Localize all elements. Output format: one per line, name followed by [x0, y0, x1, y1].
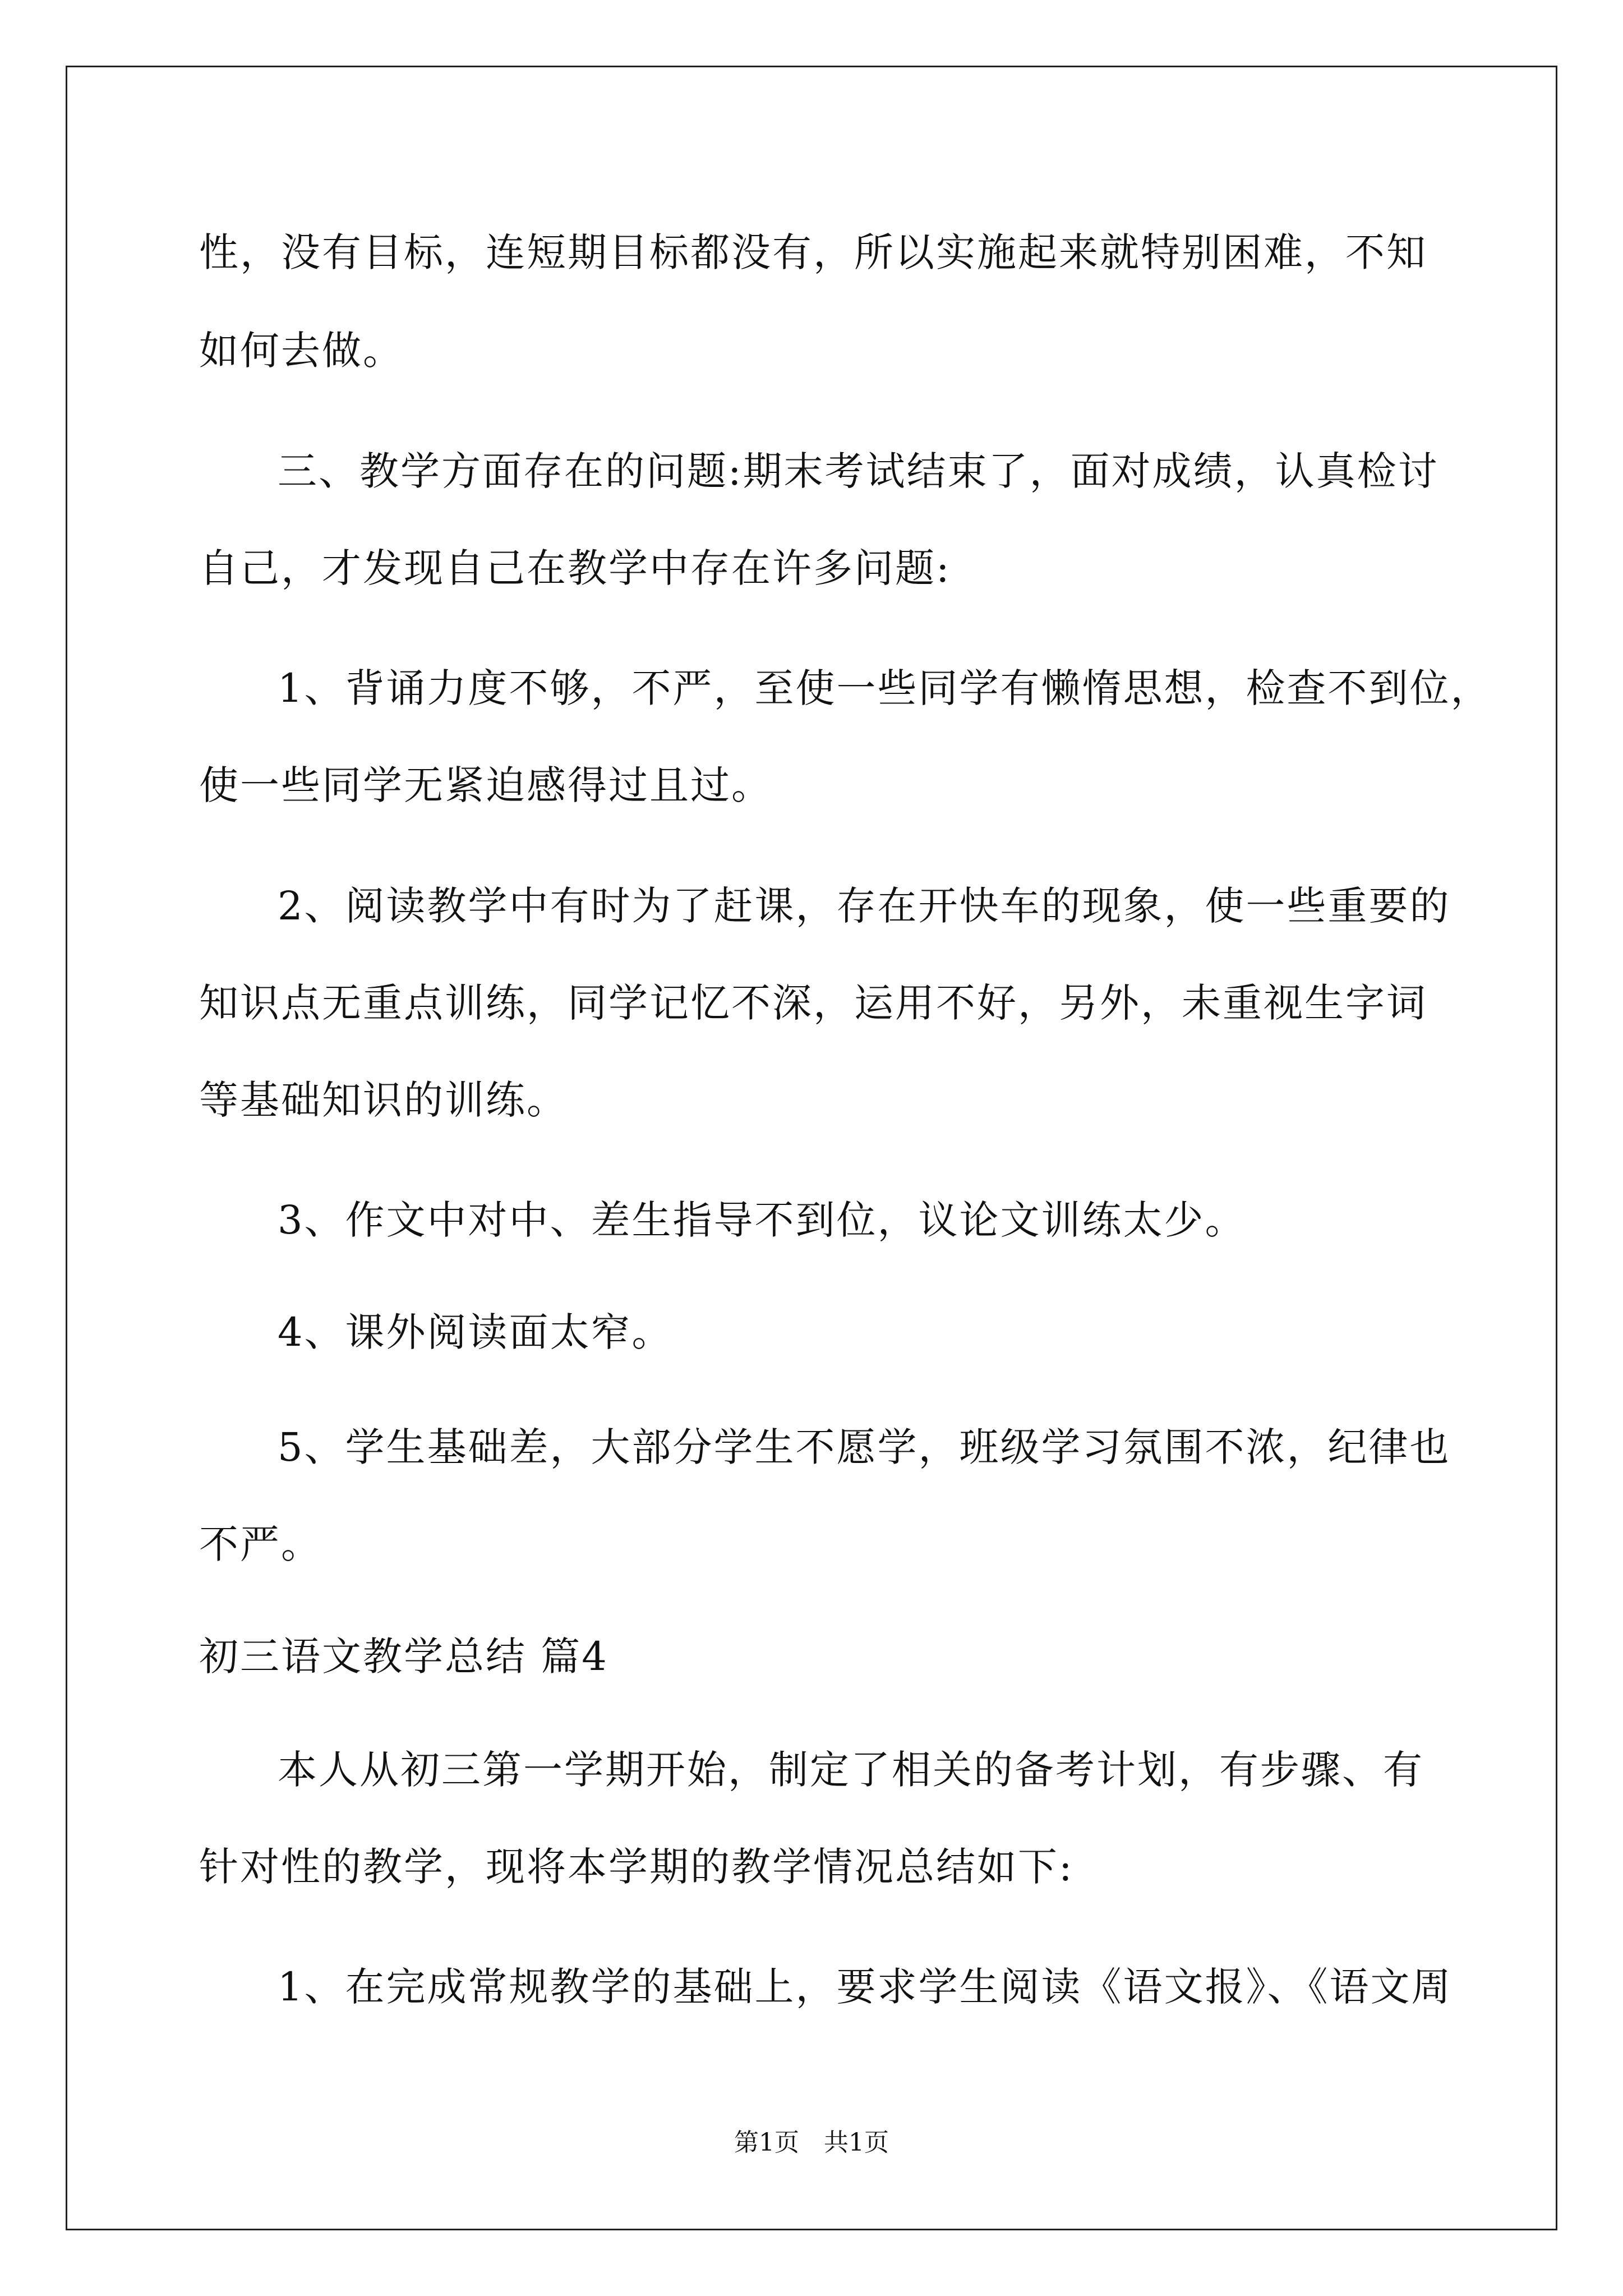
text-line: 1、背诵力度不够，不严，至使一些同学有懒惰思想，检查不到位， — [278, 665, 1492, 711]
text-line: 使一些同学无紧迫感得过且过。 — [199, 762, 772, 808]
text-line: 自己，才发现自己在教学中存在许多问题: — [199, 545, 951, 591]
text-line: 针对性的教学，现将本学期的教学情况总结如下: — [199, 1844, 1074, 1890]
text-line: 性，没有目标，连短期目标都没有，所以实施起来就特别困难，不知 — [199, 229, 1427, 275]
text-line: 1、在完成常规教学的基础上，要求学生阅读《语文报》、《语文周 — [278, 1964, 1453, 2010]
text-line: 4、课外阅读面太窄。 — [278, 1309, 673, 1355]
text-line: 5、学生基础差，大部分学生不愿学，班级学习氛围不浓，纪律也 — [278, 1424, 1451, 1470]
text-line: 2、阅读教学中有时为了赶课，存在开快车的现象，使一些重要的 — [278, 883, 1451, 929]
text-line: 等基础知识的训练。 — [199, 1077, 568, 1123]
text-line: 如何去做。 — [199, 328, 404, 374]
text-line: 知识点无重点训练，同学记忆不深，运用不好，另外，未重视生字词 — [199, 980, 1427, 1026]
text-line: 不严。 — [199, 1521, 322, 1567]
text-line: 本人从初三第一学期开始，制定了相关的备考计划，有步骤、有 — [278, 1747, 1424, 1793]
section-heading: 初三语文教学总结 篇4 — [199, 1634, 608, 1680]
text-line: 3、作文中对中、差生指导不到位，议论文训练太少。 — [278, 1197, 1246, 1243]
page-footer: 第1页 共1页 — [734, 2128, 889, 2157]
text-line: 三、教学方面存在的问题:期末考试结束了，面对成绩，认真检讨 — [278, 448, 1439, 494]
